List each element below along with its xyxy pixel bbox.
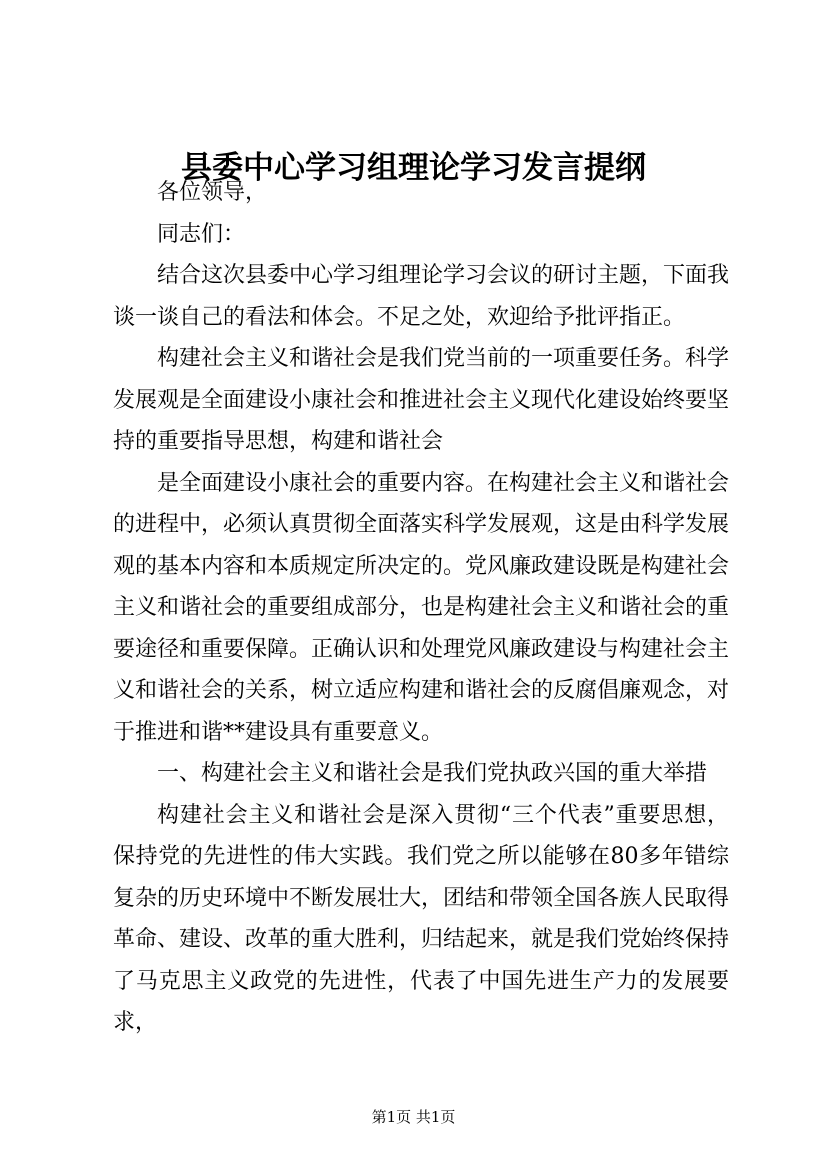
paragraph-practice: 构建社会主义和谐社会是深入贯彻“三个代表”重要思想，保持党的先进性的伟大实践。我们党之所以能够在80多年错综复杂的历史环境中不断发展壮大，团结和带领全国各族人民取得革命、建设、改革的重大胜利，归结起来，就是我们党始终保持了马克思主义政党的先进性，代表了中国先进生产力的发展要求， [113,802,730,1035]
paragraph-task: 构建社会主义和谐社会是我们党当前的一项重要任务。科学发展观是全面建设小康社会和推进社会主义现代化建设始终要坚持的重要指导思想，构建和谐社会 [113,346,730,454]
paragraph-salutation-comrades: 同志们： [157,221,246,247]
section-heading-one: 一、构建社会主义和谐社会是我们党执政兴国的重大举措 [157,761,708,786]
paragraph-intro: 结合这次县委中心学习组理论学习会议的研讨主题，下面我谈一谈自己的看法和体会。不足之处，欢迎给予批评指正。 [113,263,730,330]
paragraph-content: 是全面建设小康社会的重要内容。在构建社会主义和谐社会的进程中，必须认真贯彻全面落实科学发展观，这是由科学发展观的基本内容和本质规定所决定的。党风廉政建设既是构建社会主义和谐社会的重要组成部分，也是构建社会主义和谐社会的重要途径和重要保障。正确认识和处理党风廉政建设与构建社会主义和谐社会的关系，树立适应构建和谐社会的反腐倡廉观念，对于推进和谐**建设具有重要意义。 [113,470,730,745]
paragraph-salutation-leaders: 各位领导， [157,180,268,205]
document-body [113,172,729,1044]
page-footer: 第1页 共1页 [371,1108,456,1126]
document-title: 县委中心学习组理论学习发言提纲 [181,150,646,186]
